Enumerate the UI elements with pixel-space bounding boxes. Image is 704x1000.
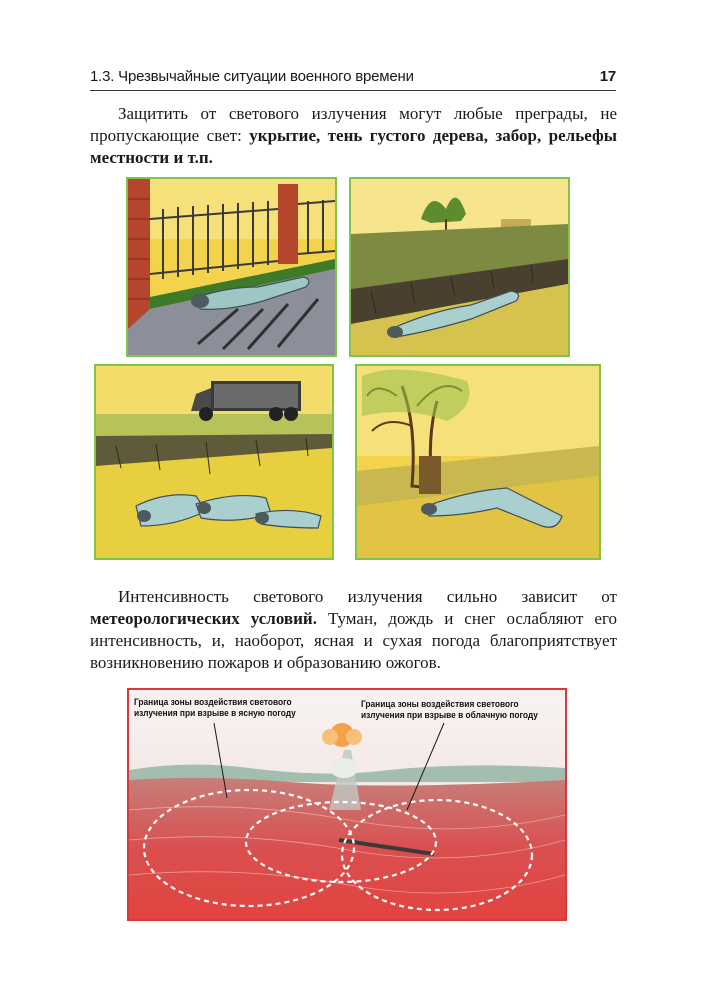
paragraph-weather-text-after: Туман, дождь и снег ослабляют его интенсивность, и, наоборот, ясная и сухая погода благоприятствует возникновению пожаров и образованию ожогов. [90,609,618,672]
paragraph-protection [90,103,617,169]
paragraph-protection-bold: укрытие, тень густого дерева, забор, рельефы местности и т.п. [90,126,617,167]
illustration-tree-shelter [355,364,601,560]
label-clear-weather-zone: Граница зоны воздействия светового излучения при взрыве в ясную погоду [134,697,296,719]
illustration-ditch-shelter [349,177,570,357]
label-cloudy-weather-zone: Граница зоны воздействия светового излучения при взрыве в облачную погоду [361,699,538,721]
paragraph-weather-text-before: Интенсивность светового излучения сильно зависит от [118,587,617,606]
page-number: 17 [599,68,616,85]
illustration-blast-zones [127,688,567,921]
paragraph-weather-bold: метеорологических условий. [90,609,317,628]
paragraph-weather [90,586,617,674]
chapter-title: 1.3. Чрезвычайные ситуации военного времени [90,68,414,85]
paragraph-protection-text: Защитить от светового излучения могут любые преграды, не пропускающие свет: [90,104,617,145]
illustration-trench-truck [94,364,334,560]
illustration-fence-shelter [126,177,337,357]
running-head [90,64,616,91]
